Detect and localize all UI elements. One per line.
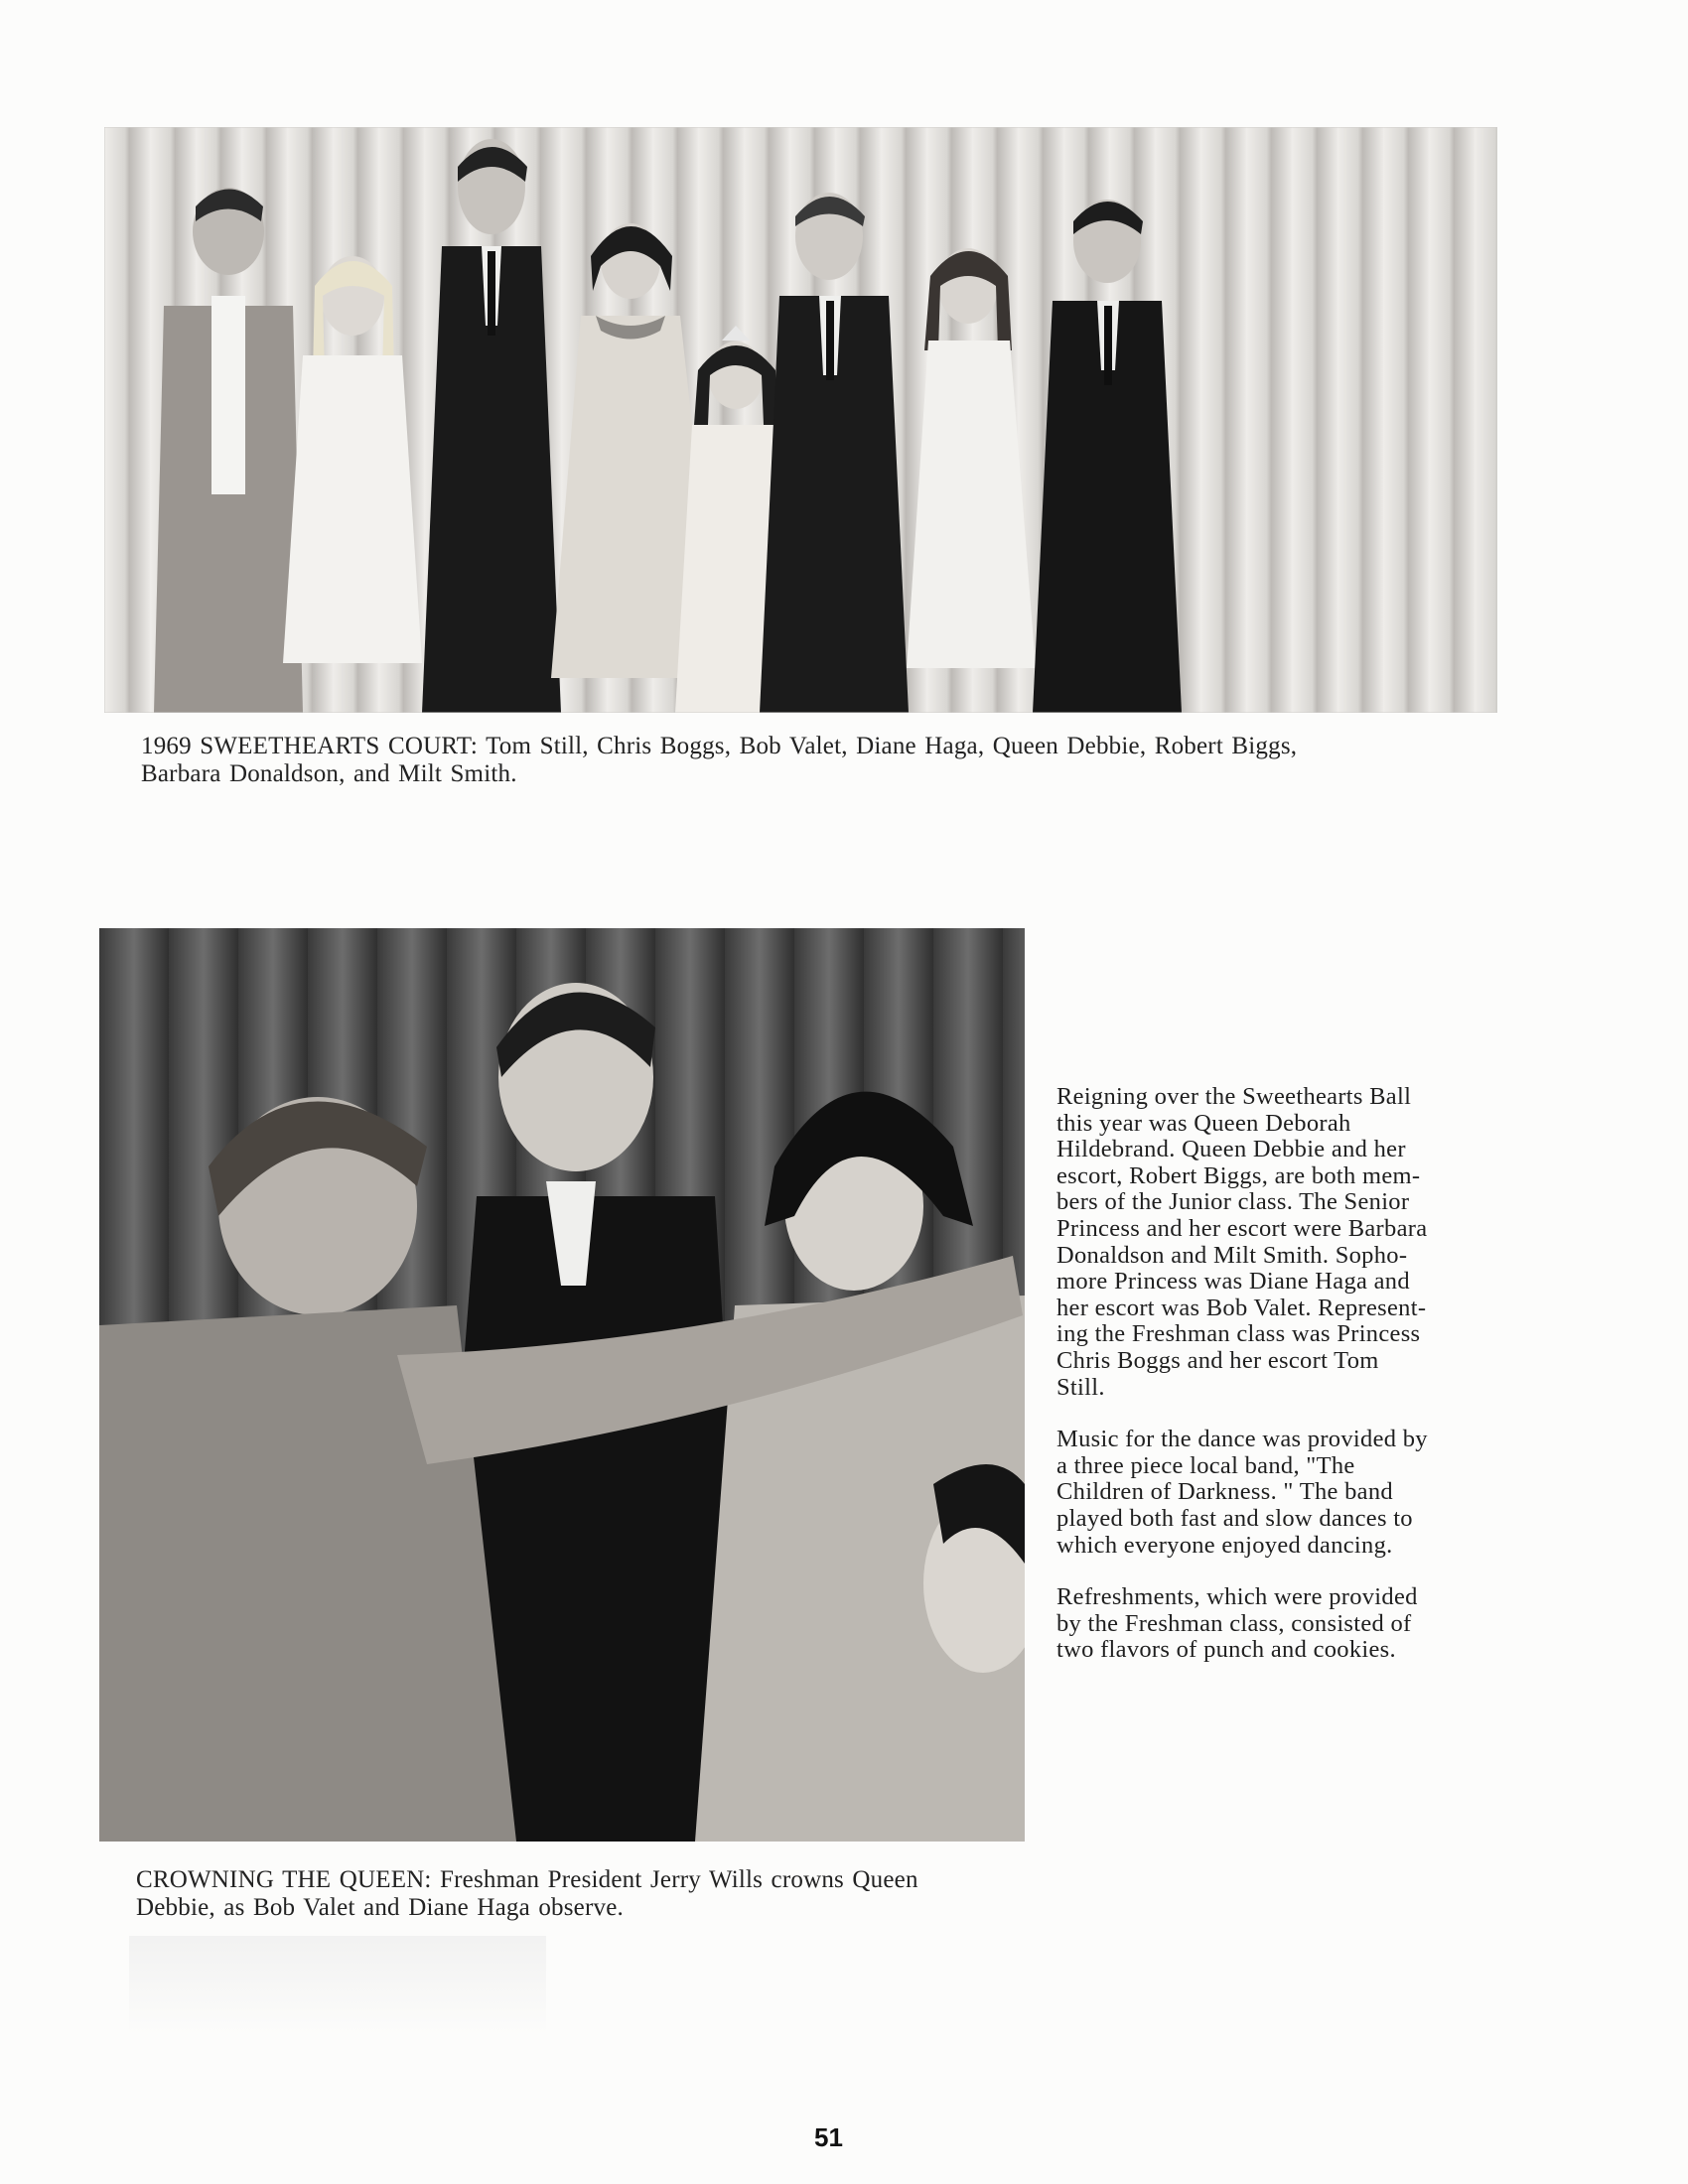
crowning-caption — [136, 1866, 1010, 1922]
article-line: played both fast and slow dances to — [1056, 1504, 1413, 1532]
article-line: Princess and her escort were Barbara — [1056, 1214, 1428, 1242]
article-line: escort, Robert Biggs, are both mem- — [1056, 1161, 1421, 1189]
article-line: which everyone enjoyed dancing. — [1056, 1531, 1393, 1559]
court-caption-line-1: 1969 SWEETHEARTS COURT: Tom Still, Chris Boggs, Bob Valet, Diane Haga, Queen Debbie, Robert Biggs, — [141, 733, 1298, 759]
article-line: more Princess was Diane Haga and — [1056, 1268, 1410, 1296]
article-line: a three piece local band, "The — [1056, 1451, 1355, 1479]
crowning-caption-line-2: Debbie, as Bob Valet and Diane Haga observe. — [136, 1894, 624, 1921]
crowning-queen-photo — [99, 928, 1025, 1842]
court-photo-illustration — [104, 127, 1497, 713]
person-queen-debbie-crowned — [923, 1464, 1025, 1673]
article-line: Music for the dance was provided by — [1056, 1426, 1428, 1453]
court-caption-line-2: Barbara Donaldson, and Milt Smith. — [141, 760, 517, 787]
article-line: by the Freshman class, consisted of — [1056, 1609, 1412, 1637]
article-line: bers of the Junior class. The Senior — [1056, 1188, 1410, 1216]
court-caption — [141, 733, 1501, 788]
scan-shadow — [129, 1936, 546, 2035]
article-text — [1056, 1084, 1513, 1690]
article-line: ing the Freshman class was Princess — [1056, 1320, 1421, 1348]
page-number: 51 — [814, 2122, 843, 2152]
article-paragraph-3 — [1056, 1584, 1513, 1664]
article-line: two flavors of punch and cookies. — [1056, 1636, 1396, 1664]
crowning-caption-line-1: CROWNING THE QUEEN: Freshman President Jerry Wills crowns Queen — [136, 1866, 918, 1893]
article-paragraph-1 — [1056, 1084, 1513, 1401]
crowning-photo-illustration — [99, 928, 1025, 1842]
article-line: Hildebrand. Queen Debbie and her — [1056, 1136, 1406, 1163]
article-line: her escort was Bob Valet. Represent- — [1056, 1294, 1427, 1321]
article-paragraph-2 — [1056, 1427, 1513, 1559]
article-line: Chris Boggs and her escort Tom — [1056, 1346, 1379, 1374]
sweethearts-court-photo — [104, 127, 1497, 713]
article-line: Donaldson and Milt Smith. Sopho- — [1056, 1241, 1408, 1269]
article-line: Refreshments, which were provided — [1056, 1583, 1418, 1611]
article-line: Still. — [1056, 1373, 1105, 1401]
article-line: Reigning over the Sweethearts Ball — [1056, 1083, 1412, 1110]
article-line: Children of Darkness. " The band — [1056, 1478, 1393, 1506]
article-line: this year was Queen Deborah — [1056, 1109, 1351, 1137]
